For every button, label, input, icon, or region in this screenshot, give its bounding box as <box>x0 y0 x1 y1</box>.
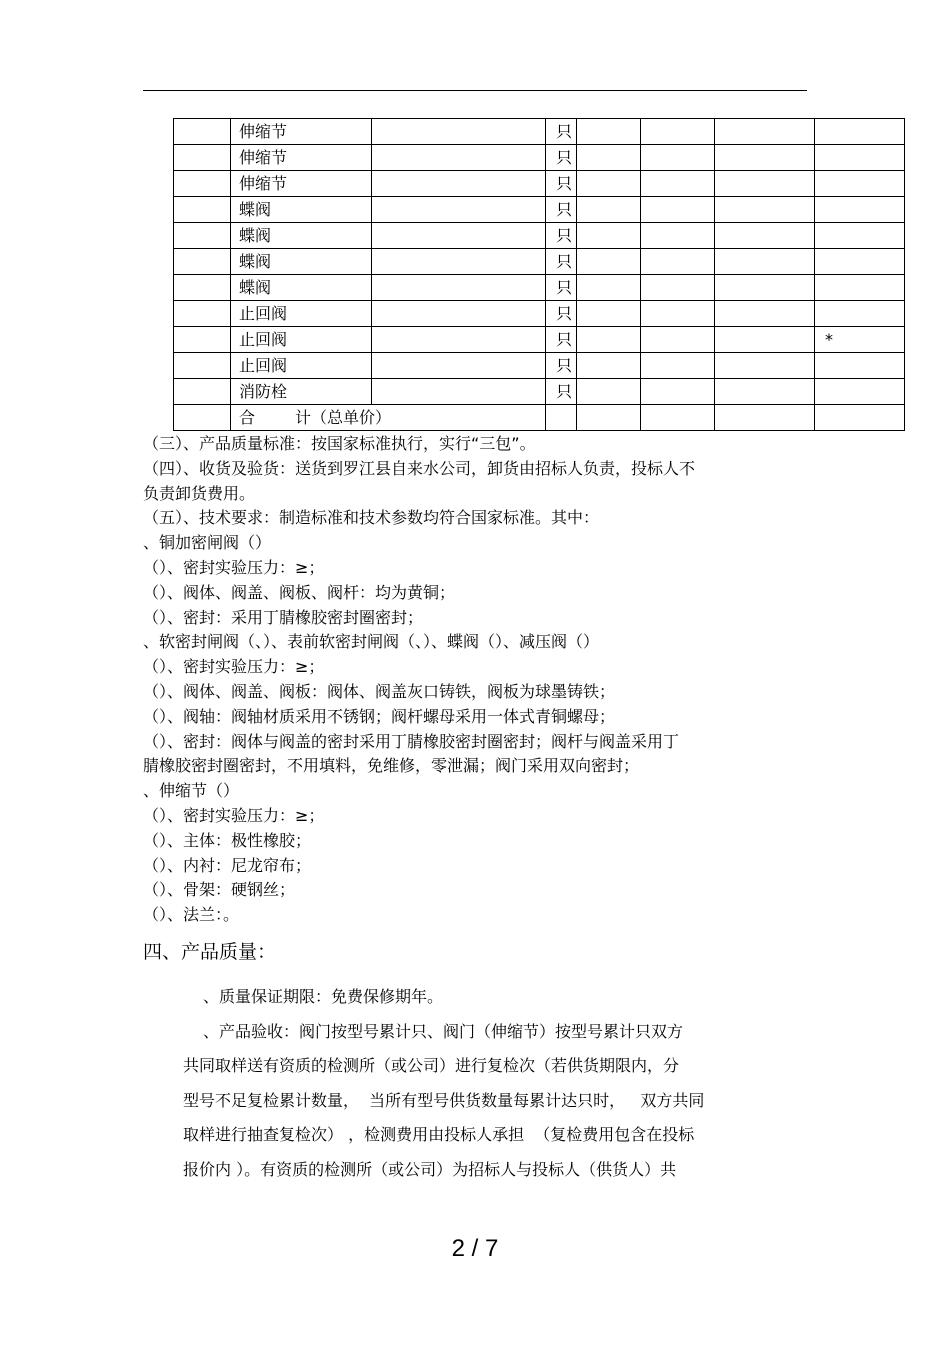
price-cell <box>641 275 715 301</box>
row-index-cell <box>174 353 231 379</box>
remark-cell <box>815 249 905 275</box>
text-line: （五）、技术要求：制造标准和技术参数均符合国家标准。其中： <box>143 508 600 528</box>
price-cell <box>641 197 715 223</box>
item-name-cell: 蝶阀 <box>231 223 372 249</box>
amount-cell <box>715 379 815 405</box>
table-row <box>174 171 905 197</box>
amount-cell <box>715 275 815 301</box>
item-name-cell: 伸缩节 <box>231 145 372 171</box>
amount-cell <box>715 171 815 197</box>
qty-cell <box>577 145 641 171</box>
amount-cell <box>715 353 815 379</box>
price-cell <box>641 249 715 275</box>
text-line: （）、主体：极性橡胶； <box>143 830 312 850</box>
spec-cell <box>372 301 546 327</box>
remark-cell <box>815 379 905 405</box>
text-line: （）、骨架：硬钢丝； <box>143 880 296 900</box>
text-line: 、软密封闸阀（、）、表前软密封闸阀（、）、蝶阀（）、减压阀（） <box>143 632 600 652</box>
unit-cell: 只 <box>546 327 577 353</box>
amount-cell <box>715 223 815 249</box>
row-index-cell <box>174 249 231 275</box>
total-empty-cell <box>577 405 641 431</box>
qty-cell <box>577 197 641 223</box>
table-row <box>174 119 905 145</box>
quality-text <box>183 980 783 1187</box>
unit-cell: 只 <box>546 119 577 145</box>
price-cell <box>641 327 715 353</box>
row-index-cell <box>174 379 231 405</box>
spec-cell <box>372 249 546 275</box>
spec-cell <box>372 145 546 171</box>
remark-cell <box>815 171 905 197</box>
text-line: （）、密封实验压力：≥； <box>143 805 325 825</box>
row-index-cell <box>174 301 231 327</box>
unit-cell: 只 <box>546 275 577 301</box>
unit-cell: 只 <box>546 223 577 249</box>
header-rule <box>143 90 807 91</box>
quality-line: 型号不足复检累计数量， 当所有型号供货数量每累计达只时， 双方共同 <box>183 1090 705 1110</box>
item-name-cell: 止回阀 <box>231 327 372 353</box>
table-row <box>174 197 905 223</box>
total-label-he: 合 <box>239 408 256 427</box>
total-row <box>174 405 905 431</box>
amount-cell <box>715 301 815 327</box>
text-line: （）、密封：采用丁腈橡胶密封圈密封； <box>143 607 424 627</box>
text-line: （四）、收货及验货：送货到罗江县自来水公司，卸货由招标人负责，投标人不 <box>143 458 696 478</box>
remark-cell <box>815 301 905 327</box>
quality-line: 、产品验收：阀门按型号累计只、阀门（伸缩节）按型号累计只双方 <box>203 1021 684 1041</box>
remark-cell <box>815 223 905 249</box>
amount-cell <box>715 327 815 353</box>
unit-cell: 只 <box>546 301 577 327</box>
spec-cell <box>372 275 546 301</box>
unit-cell: 只 <box>546 171 577 197</box>
row-index-cell <box>174 197 231 223</box>
total-label-cell <box>231 405 546 431</box>
remark-cell <box>815 197 905 223</box>
text-line: （）、法兰：。 <box>143 905 240 925</box>
qty-cell <box>577 353 641 379</box>
row-index-cell <box>174 119 231 145</box>
total-empty-cell <box>715 405 815 431</box>
price-cell <box>641 223 715 249</box>
text-line: （）、密封实验压力：≥； <box>143 657 325 677</box>
remark-cell <box>815 119 905 145</box>
price-cell <box>641 171 715 197</box>
unit-cell: 只 <box>546 379 577 405</box>
price-cell <box>641 301 715 327</box>
table-row <box>174 249 905 275</box>
remark-cell <box>815 145 905 171</box>
quality-line: 取样进行抽查复检次） ，检测费用由投标人承担 （复检费用包含在投标 <box>183 1125 695 1144</box>
table-body <box>174 119 905 431</box>
item-name-cell: 止回阀 <box>231 301 372 327</box>
table-row <box>174 327 905 353</box>
table-row <box>174 379 905 405</box>
text-line: （）、阀轴：阀轴材质采用不锈钢；阀杆螺母采用一体式青铜螺母； <box>143 706 616 726</box>
text-line: （）、内衬：尼龙帘布； <box>143 855 312 875</box>
quality-line: 报价内 ）。有资质的检测所（或公司）为招标人与投标人（供货人）共 <box>183 1159 677 1179</box>
requirements-text <box>143 432 793 928</box>
amount-cell <box>715 119 815 145</box>
price-cell <box>641 119 715 145</box>
item-name-cell: 蝶阀 <box>231 197 372 223</box>
amount-cell <box>715 197 815 223</box>
qty-cell <box>577 249 641 275</box>
amount-cell <box>715 249 815 275</box>
text-line: 、铜加密闸阀（） <box>143 533 272 553</box>
text-line: （三）、产品质量标准：按国家标准执行，实行“三包”。 <box>143 434 536 453</box>
spec-cell <box>372 379 546 405</box>
row-index-cell <box>174 171 231 197</box>
section-title: 四、产品质量： <box>143 941 277 963</box>
item-name-cell: 蝶阀 <box>231 275 372 301</box>
page-number: 2 / 7 <box>451 1235 499 1262</box>
item-name-cell: 消防栓 <box>231 379 372 405</box>
qty-cell <box>577 223 641 249</box>
text-line: 腈橡胶密封圈密封，不用填料，免维修，零泄漏；阀门采用双向密封； <box>143 756 640 776</box>
text-line: （）、阀体、阀盖、阀板：阀体、阀盖灰口铸铁，阀板为球墨铸铁； <box>143 681 616 701</box>
total-empty-cell <box>815 405 905 431</box>
qty-cell <box>577 301 641 327</box>
price-cell <box>641 379 715 405</box>
text-line: （）、密封：阀体与阀盖的密封采用丁腈橡胶密封圈密封；阀杆与阀盖采用丁 <box>143 731 680 751</box>
price-cell <box>641 353 715 379</box>
total-empty-cell <box>546 405 577 431</box>
quality-line: 共同取样送有资质的检测所（或公司）进行复检次（若供货期限内，分 <box>183 1056 680 1075</box>
text-line: （）、阀体、阀盖、阀板、阀杆：均为黄铜； <box>143 582 456 602</box>
item-name-cell: 蝶阀 <box>231 249 372 275</box>
item-name-cell: 伸缩节 <box>231 119 372 145</box>
unit-cell: 只 <box>546 145 577 171</box>
table-row <box>174 275 905 301</box>
total-empty-cell <box>174 405 231 431</box>
spec-cell <box>372 119 546 145</box>
qty-cell <box>577 275 641 301</box>
item-name-cell: 止回阀 <box>231 353 372 379</box>
row-index-cell <box>174 275 231 301</box>
text-line: 负责卸货费用。 <box>143 483 256 503</box>
items-table <box>173 118 905 431</box>
price-cell <box>641 145 715 171</box>
text-line: （）、密封实验压力：≥； <box>143 557 325 577</box>
qty-cell <box>577 119 641 145</box>
total-empty-cell <box>641 405 715 431</box>
row-index-cell <box>174 327 231 353</box>
quality-line: 、质量保证期限：免费保修期年。 <box>203 987 444 1006</box>
unit-cell: 只 <box>546 249 577 275</box>
total-label-rest: 计（总单价） <box>295 408 392 427</box>
table-row <box>174 145 905 171</box>
remark-cell <box>815 275 905 301</box>
table-row <box>174 301 905 327</box>
table-row <box>174 223 905 249</box>
spec-cell <box>372 353 546 379</box>
remark-cell: * <box>815 327 905 353</box>
unit-cell: 只 <box>546 197 577 223</box>
spec-cell <box>372 223 546 249</box>
unit-cell: 只 <box>546 353 577 379</box>
text-line: 、伸缩节（） <box>143 781 240 801</box>
qty-cell <box>577 327 641 353</box>
qty-cell <box>577 379 641 405</box>
qty-cell <box>577 171 641 197</box>
spec-cell <box>372 197 546 223</box>
table-row <box>174 353 905 379</box>
row-index-cell <box>174 223 231 249</box>
item-name-cell: 伸缩节 <box>231 171 372 197</box>
spec-cell <box>372 327 546 353</box>
remark-cell <box>815 353 905 379</box>
spec-cell <box>372 171 546 197</box>
row-index-cell <box>174 145 231 171</box>
amount-cell <box>715 145 815 171</box>
